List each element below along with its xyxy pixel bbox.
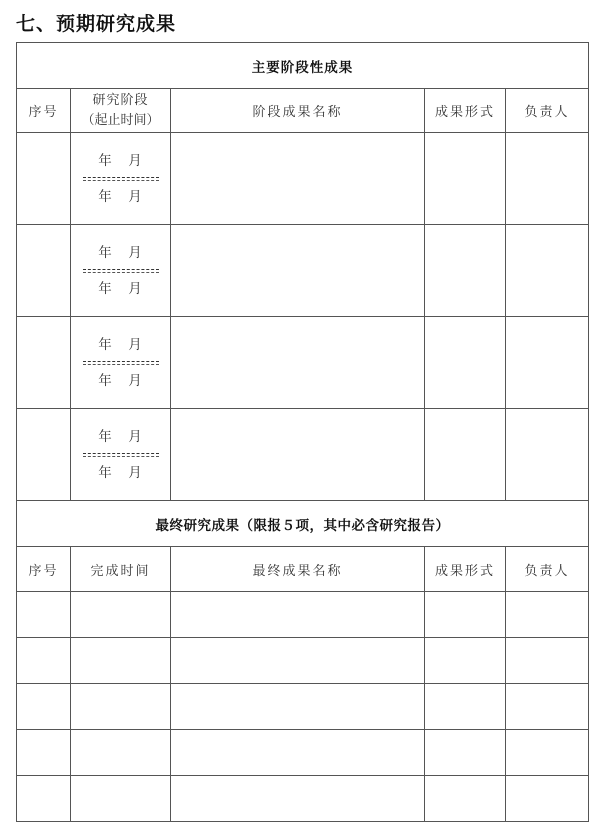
stage-header-period-line2: （起止时间） [81,112,160,128]
start-date [83,242,159,264]
final-cell-time[interactable] [71,638,171,684]
stage-cell-owner[interactable] [506,225,589,317]
date-separator [83,361,159,362]
year-label: 年 [98,428,113,445]
final-cell-name[interactable] [171,638,425,684]
final-cell-form[interactable] [425,592,506,638]
month-label: 月 [128,464,143,481]
stage-cell-form[interactable] [425,317,506,409]
date-range [83,150,159,208]
stage-header-period [71,89,171,133]
stage-cell-name[interactable] [171,409,425,501]
end-date [83,278,159,300]
month-label: 月 [128,152,143,169]
year-label: 年 [98,464,113,481]
final-row [17,730,589,776]
stage-row [17,225,589,317]
final-cell-time[interactable] [71,592,171,638]
date-separator [83,272,159,273]
stage-row [17,317,589,409]
stage-cell-owner[interactable] [506,317,589,409]
final-cell-time[interactable] [71,684,171,730]
stage-cell-period[interactable] [71,225,171,317]
final-header-owner: 负责人 [506,547,589,592]
month-label: 月 [128,372,143,389]
date-separator [83,364,159,365]
final-cell-time[interactable] [71,730,171,776]
stage-header-name: 阶段成果名称 [171,89,425,133]
year-label: 年 [98,336,113,353]
stage-cell-owner[interactable] [506,409,589,501]
stage-cell-period[interactable] [71,317,171,409]
start-date [83,150,159,172]
final-header-name: 最终成果名称 [171,547,425,592]
stage-cell-period[interactable] [71,133,171,225]
final-cell-time[interactable] [71,776,171,822]
final-row [17,776,589,822]
date-separator [83,180,159,181]
final-cell-seq[interactable] [17,638,71,684]
date-range [83,334,159,392]
year-label: 年 [98,280,113,297]
stage-section-title: 主要阶段性成果 [17,43,589,89]
year-label: 年 [98,372,113,389]
end-date [83,370,159,392]
stage-cell-seq[interactable] [17,409,71,501]
month-label: 月 [128,336,143,353]
final-cell-form[interactable] [425,730,506,776]
month-label: 月 [128,428,143,445]
stage-row [17,409,589,501]
stage-cell-form[interactable] [425,409,506,501]
stage-cell-owner[interactable] [506,133,589,225]
final-row [17,638,589,684]
final-header-seq: 序号 [17,547,71,592]
end-date [83,186,159,208]
date-range [83,242,159,300]
final-header-form: 成果形式 [425,547,506,592]
final-cell-form[interactable] [425,776,506,822]
stage-header-row [17,89,589,133]
section-heading: 七、预期研究成果 [16,13,177,35]
date-separator [83,456,159,457]
final-cell-seq[interactable] [17,592,71,638]
final-cell-owner[interactable] [506,684,589,730]
end-date [83,462,159,484]
stage-cell-seq[interactable] [17,317,71,409]
final-cell-name[interactable] [171,684,425,730]
expected-results-table [16,42,589,822]
final-cell-owner[interactable] [506,730,589,776]
final-cell-name[interactable] [171,730,425,776]
final-header-row [17,547,589,592]
final-section-title: 最终研究成果（限报５项，其中必含研究报告） [17,501,589,547]
stage-header-period-line1: 研究阶段 [92,92,149,108]
year-label: 年 [98,188,113,205]
final-cell-owner[interactable] [506,592,589,638]
final-row [17,684,589,730]
final-cell-seq[interactable] [17,776,71,822]
stage-cell-seq[interactable] [17,225,71,317]
year-label: 年 [98,152,113,169]
start-date [83,334,159,356]
final-cell-seq[interactable] [17,684,71,730]
final-cell-form[interactable] [425,638,506,684]
month-label: 月 [128,188,143,205]
month-label: 月 [128,280,143,297]
final-cell-form[interactable] [425,684,506,730]
final-cell-name[interactable] [171,592,425,638]
final-cell-name[interactable] [171,776,425,822]
stage-cell-name[interactable] [171,133,425,225]
stage-header-owner: 负责人 [506,89,589,133]
start-date [83,426,159,448]
final-section-title-row [17,501,589,547]
stage-cell-form[interactable] [425,133,506,225]
stage-cell-period[interactable] [71,409,171,501]
stage-header-seq: 序号 [17,89,71,133]
stage-cell-form[interactable] [425,225,506,317]
stage-section-title-row [17,43,589,89]
final-header-time: 完成时间 [71,547,171,592]
final-row [17,592,589,638]
stage-header-form: 成果形式 [425,89,506,133]
final-cell-seq[interactable] [17,730,71,776]
stage-row [17,133,589,225]
stage-cell-seq[interactable] [17,133,71,225]
stage-cell-name[interactable] [171,317,425,409]
date-separator [83,453,159,454]
date-range [83,426,159,484]
month-label: 月 [128,244,143,261]
date-separator [83,269,159,270]
final-cell-owner[interactable] [506,776,589,822]
date-separator [83,177,159,178]
final-cell-owner[interactable] [506,638,589,684]
year-label: 年 [98,244,113,261]
stage-cell-name[interactable] [171,225,425,317]
